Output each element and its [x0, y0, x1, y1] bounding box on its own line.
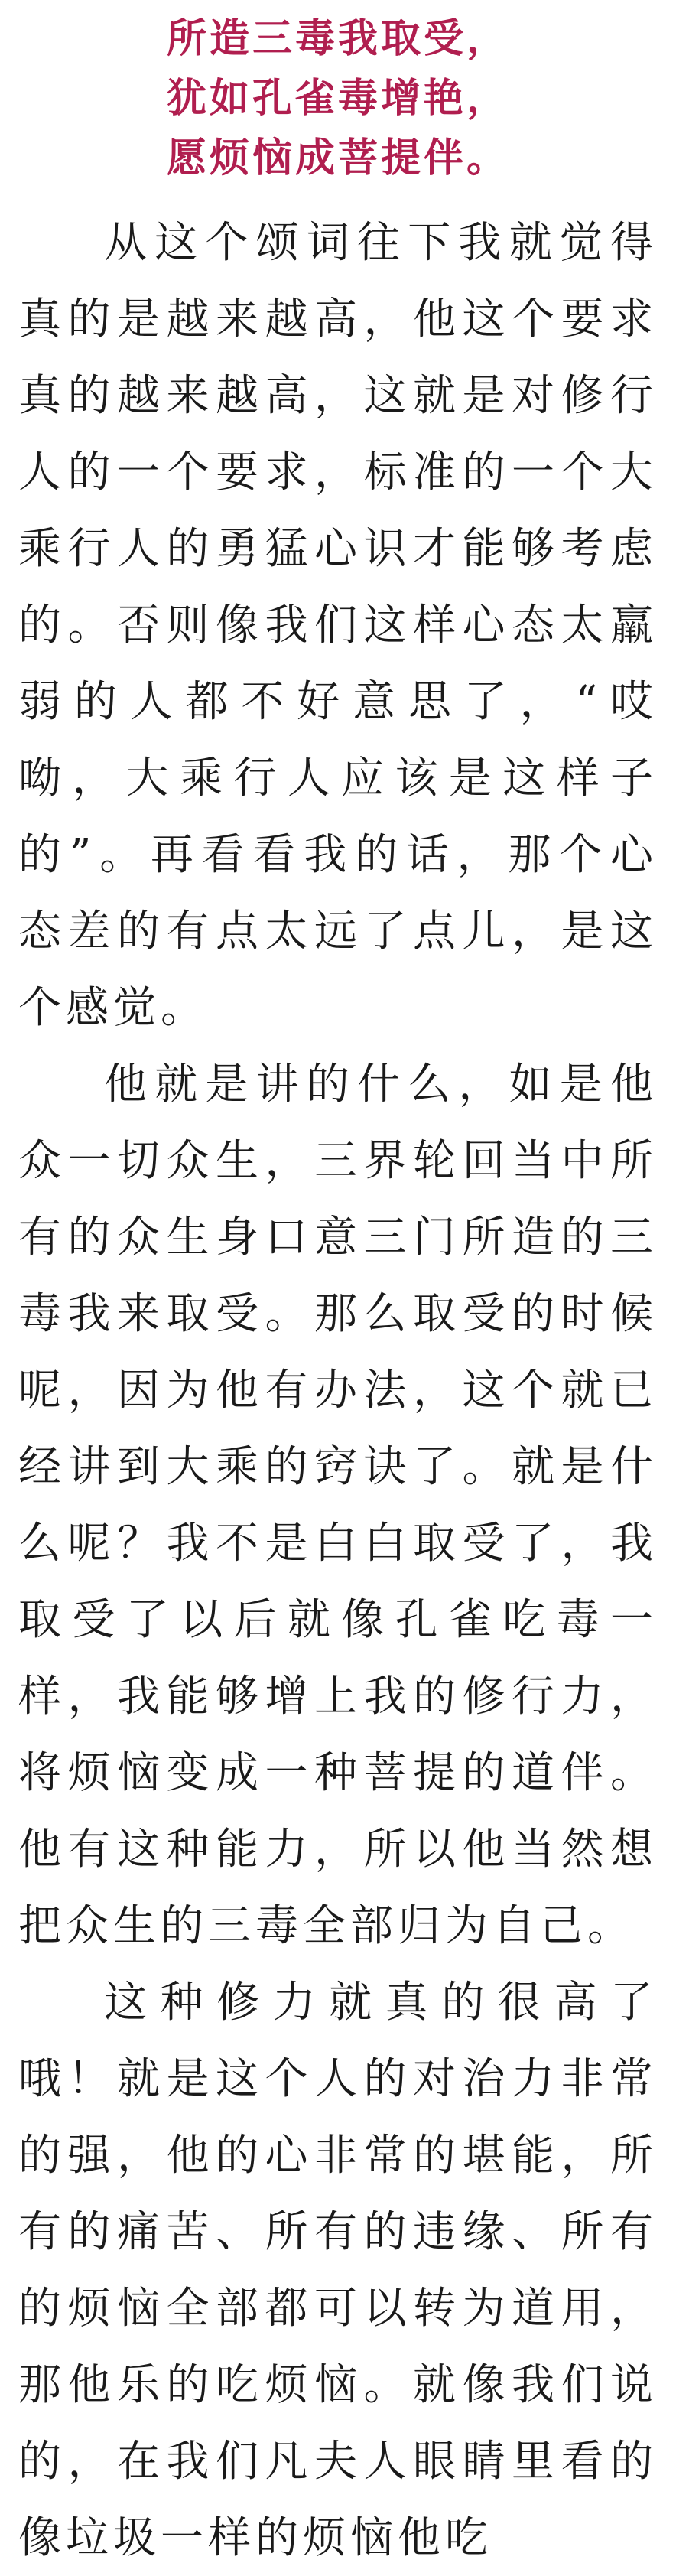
- body-text: [18, 205, 658, 2576]
- paragraph-2: 他就是讲的什么，如是他众一切众生，三界轮回当中所有的众生身口意三门所造的三毒我来取受。那么取受的时候呢，因为他有办法，这个就已经讲到大乘的窍诀了。就是什么呢？我不是白白取受了，我取受了以后就像孔雀吃毒一样，我能够增上我的修行力，将烦恼变成一种菩提的道伴。他有这种能力，所以他当然想把众生的三毒全部归为自己。: [18, 1060, 658, 1951]
- verse-line-2: 犹如孔雀毒增艳，: [166, 75, 509, 122]
- verse-line-3: 愿烦恼成菩提伴。: [166, 135, 509, 181]
- verse-line-1: 所造三毒我取受，: [166, 15, 509, 62]
- paragraph-1: 从这个颂词往下我就觉得真的是越来越高，他这个要求真的越来越高，这就是对修行人的一个要求，标准的一个大乘行人的勇猛心识才能够考虑的。否则像我们这样心态太羸弱的人都不好意思了，“哎呦，大乘行人应该是这样子的”。再看看我的话，那个心态差的有点太远了点儿，是这个感觉。: [18, 218, 658, 1033]
- paragraph-3: 这种修力就真的很高了哦！就是这个人的对治力非常的强，他的心非常的堪能，所有的痛苦、所有的违缘、所有的烦恼全部都可以转为道用，那他乐的吃烦恼。就像我们说的，在我们凡夫人眼睛里看的像垃圾一样的烦恼他吃: [18, 1978, 658, 2563]
- verse-block: [18, 0, 658, 188]
